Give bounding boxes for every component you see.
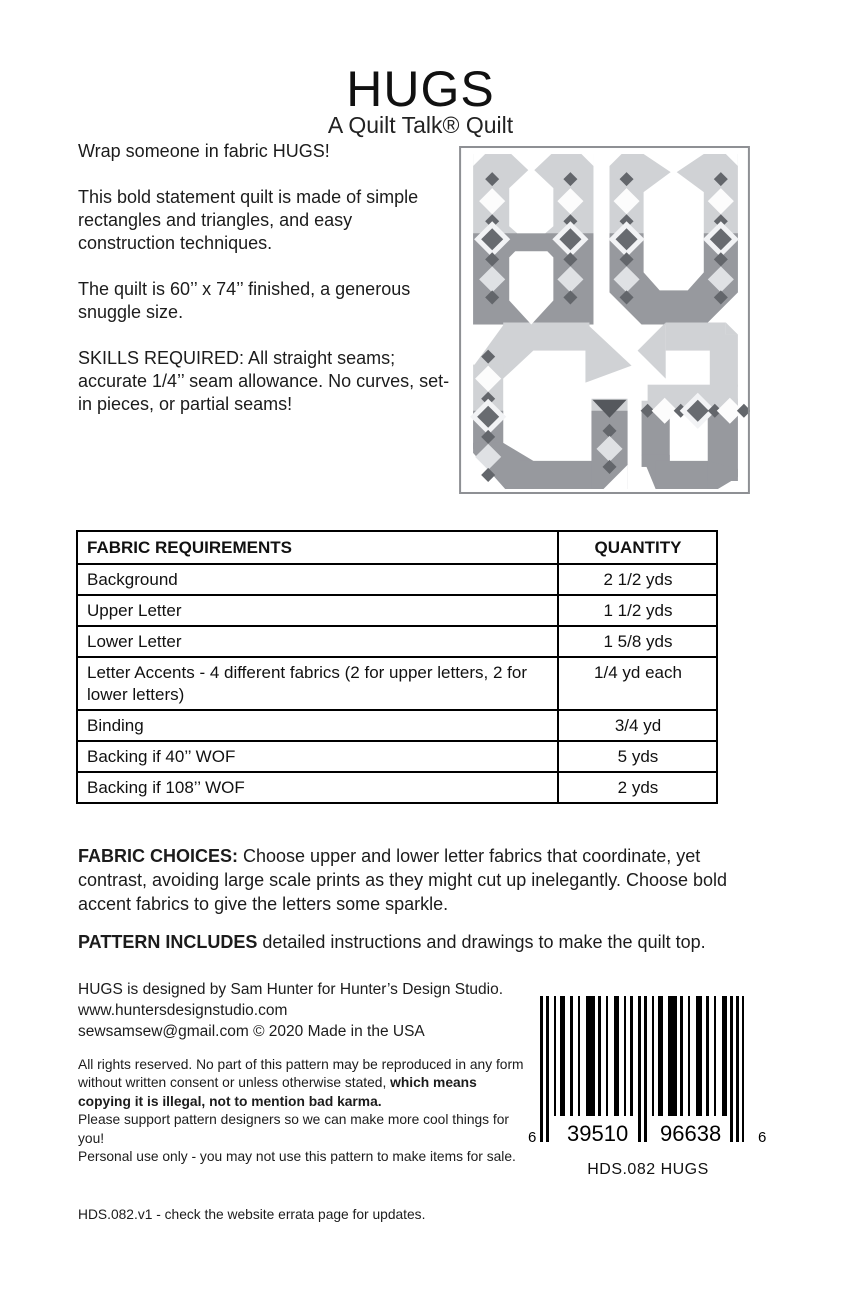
- table-header-row: [77, 531, 717, 564]
- table-row: [77, 626, 717, 657]
- fabric-choices-label: FABRIC CHOICES:: [78, 846, 239, 866]
- page-subtitle: A Quilt Talk® Quilt: [327, 112, 514, 138]
- barcode-group2: 96638: [660, 1121, 722, 1146]
- header-quantity: QUANTITY: [558, 531, 717, 564]
- item-cell: Lower Letter: [77, 626, 558, 657]
- table-row: [77, 564, 717, 595]
- intro-paragraph-2: This bold statement quilt is made of simple rectangles and triangles, and easy construction techniques.: [78, 187, 419, 253]
- barcode-left-digit: 6: [528, 1129, 537, 1146]
- item-cell: Backing if 108’’ WOF: [77, 772, 558, 803]
- page-title: HUGS: [346, 61, 495, 117]
- table-row: [77, 595, 717, 626]
- pattern-includes-paragraph: [78, 930, 770, 954]
- barcode-right-digit: 6: [758, 1129, 767, 1146]
- intro-paragraph-3: The quilt is 60’’ x 74’’ finished, a generous snuggle size.: [78, 279, 411, 322]
- item-cell: Letter Accents - 4 different fabrics (2 for upper letters, 2 for lower letters): [77, 657, 558, 710]
- pattern-includes-text: detailed instructions and drawings to make the quilt top.: [257, 932, 706, 952]
- table-row: [77, 657, 717, 710]
- quilt-image: [459, 146, 750, 494]
- email-copyright-line: sewsamsew@gmail.com © 2020 Made in the USA: [78, 1023, 425, 1040]
- version-errata-line: HDS.082.v1 - check the website errata page for updates.: [78, 1207, 426, 1222]
- pattern-includes-label: PATTERN INCLUDES: [78, 932, 258, 952]
- table-row: [77, 741, 717, 772]
- barcode-block: [520, 996, 776, 1179]
- designer-credit-line: HUGS is designed by Sam Hunter for Hunter’s Design Studio.: [78, 981, 504, 998]
- upc-barcode: [520, 996, 776, 1146]
- qty-cell: 5 yds: [558, 741, 717, 772]
- qty-cell: 2 yds: [558, 772, 717, 803]
- qty-cell: 1/4 yd each: [558, 657, 717, 710]
- intro-paragraph-4: SKILLS REQUIRED: All straight seams; accurate 1/4’’ seam allowance. No curves, set-in pieces, or partial seams!: [78, 348, 450, 414]
- fabric-choices-text: Choose upper and lower letter fabrics that coordinate, yet contrast, avoiding large scale prints as they might cut up inelegantly. Choose bold accent fabrics to give the letters some sparkle.: [78, 846, 728, 914]
- barcode-label: HDS.082 HUGS: [587, 1161, 709, 1178]
- qty-cell: 1 5/8 yds: [558, 626, 717, 657]
- qty-cell: 1 1/2 yds: [558, 595, 717, 626]
- item-cell: Background: [77, 564, 558, 595]
- credits-block: [78, 979, 518, 1042]
- intro-text-block: [78, 140, 450, 439]
- intro-paragraph-1: Wrap someone in fabric HUGS!: [78, 141, 330, 161]
- qty-cell: 3/4 yd: [558, 710, 717, 741]
- barcode-group1: 39510: [567, 1121, 629, 1146]
- legal-block: [78, 1056, 526, 1166]
- item-cell: Binding: [77, 710, 558, 741]
- website-url: www.huntersdesignstudio.com: [78, 1002, 288, 1019]
- table-row: [77, 710, 717, 741]
- fabric-choices-paragraph: [78, 844, 770, 916]
- table-row: [77, 772, 717, 803]
- item-cell: Upper Letter: [77, 595, 558, 626]
- support-paragraph: Please support pattern designers so we can make more cool things for you!: [78, 1112, 509, 1146]
- qty-cell: 2 1/2 yds: [558, 564, 717, 595]
- item-cell: Backing if 40’’ WOF: [77, 741, 558, 772]
- fabric-requirements-table: [76, 530, 718, 804]
- header-fabric-requirements: FABRIC REQUIREMENTS: [77, 531, 558, 564]
- rights-bold-text: which means copying it is illegal, not to mention bad karma.: [78, 1075, 477, 1109]
- rights-paragraph: All rights reserved. No part of this pattern may be reproduced in any form without written consent or unless otherwise stated, which means copying it is illegal, not to mention bad karma.: [78, 1057, 524, 1109]
- personal-use-paragraph: Personal use only - you may not use this pattern to make items for sale.: [78, 1149, 516, 1165]
